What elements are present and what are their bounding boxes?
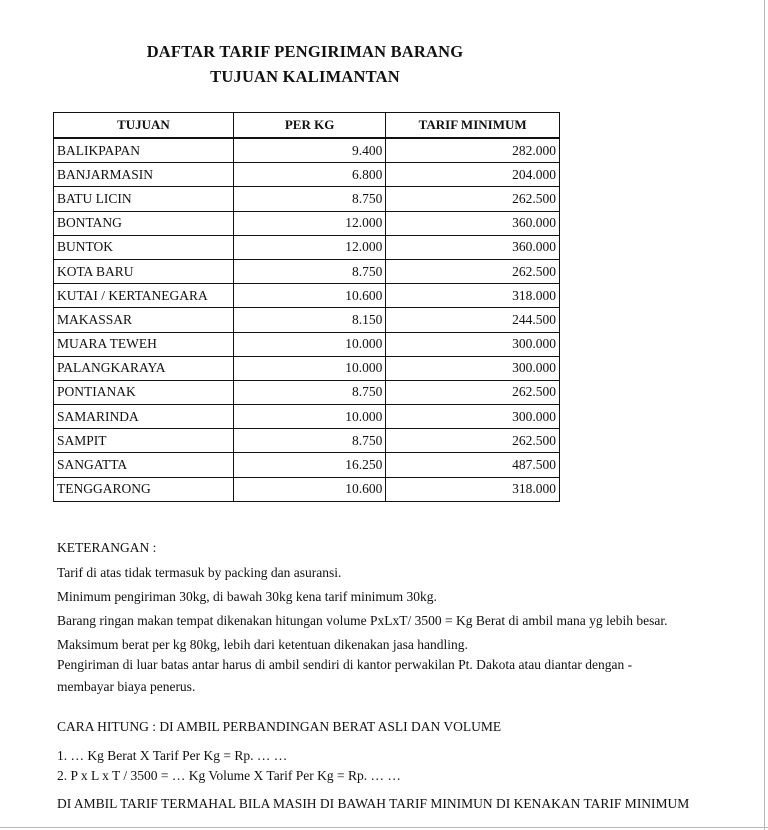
per-kg-cell: 8.750 <box>233 187 385 211</box>
table-row <box>54 356 560 380</box>
minimum-rate-cell: 300.000 <box>386 356 560 380</box>
destination-cell: MAKASSAR <box>54 308 234 332</box>
page-title: DAFTAR TARIF PENGIRIMAN BARANG <box>146 42 464 61</box>
table-row <box>54 235 560 259</box>
table-row <box>54 187 560 211</box>
notes-heading: KETERANGAN : <box>57 540 157 555</box>
destination-cell: KOTA BARU <box>54 259 234 283</box>
table-row <box>54 332 560 356</box>
destination-cell: BUNTOK <box>54 235 234 259</box>
table-row <box>54 405 560 429</box>
note-line: membayar biaya penerus. <box>57 679 196 694</box>
minimum-rate-cell: 318.000 <box>386 284 560 308</box>
per-kg-cell: 8.150 <box>233 308 385 332</box>
column-header-destination: TUJUAN <box>54 113 234 139</box>
calculation-step: 1. … Kg Berat X Tarif Per Kg = Rp. … … <box>57 748 288 763</box>
per-kg-cell: 8.750 <box>233 429 385 453</box>
destination-cell: SANGATTA <box>54 453 234 477</box>
per-kg-cell: 10.600 <box>233 477 385 501</box>
per-kg-cell: 16.250 <box>233 453 385 477</box>
minimum-rate-cell: 487.500 <box>386 453 560 477</box>
destination-cell: BALIKPAPAN <box>54 138 234 163</box>
per-kg-cell: 10.600 <box>233 284 385 308</box>
per-kg-cell: 10.000 <box>233 332 385 356</box>
destination-cell: BANJARMASIN <box>54 163 234 187</box>
calculation-footer: DI AMBIL TARIF TERMAHAL BILA MASIH DI BAWAH TARIF MINIMUN DI KENAKAN TARIF MINIMUM <box>57 796 690 811</box>
table-row <box>54 477 560 501</box>
minimum-rate-cell: 204.000 <box>386 163 560 187</box>
minimum-rate-cell: 262.500 <box>386 429 560 453</box>
minimum-rate-cell: 262.500 <box>386 259 560 283</box>
table-header-row <box>54 113 560 139</box>
per-kg-cell: 6.800 <box>233 163 385 187</box>
table-row <box>54 284 560 308</box>
note-line: Tarif di atas tidak termasuk by packing dan asuransi. <box>57 565 342 580</box>
minimum-rate-cell: 300.000 <box>386 332 560 356</box>
destination-cell: KUTAI / KERTANEGARA <box>54 284 234 308</box>
destination-cell: TENGGARONG <box>54 477 234 501</box>
destination-cell: SAMARINDA <box>54 405 234 429</box>
calculation-step: 2. P x L x T / 3500 = … Kg Volume X Tarif Per Kg = Rp. … … <box>57 768 401 783</box>
per-kg-cell: 12.000 <box>233 235 385 259</box>
minimum-rate-cell: 244.500 <box>386 308 560 332</box>
table-row <box>54 211 560 235</box>
destination-cell: BATU LICIN <box>54 187 234 211</box>
page-subtitle: TUJUAN KALIMANTAN <box>210 67 400 86</box>
minimum-rate-cell: 262.500 <box>386 187 560 211</box>
table-row <box>54 259 560 283</box>
minimum-rate-cell: 300.000 <box>386 405 560 429</box>
per-kg-cell: 8.750 <box>233 259 385 283</box>
minimum-rate-cell: 360.000 <box>386 235 560 259</box>
per-kg-cell: 9.400 <box>233 138 385 163</box>
per-kg-cell: 12.000 <box>233 211 385 235</box>
destination-cell: PONTIANAK <box>54 380 234 404</box>
destination-cell: MUARA TEWEH <box>54 332 234 356</box>
column-header-per-kg: PER KG <box>233 113 385 139</box>
destination-cell: PALANGKARAYA <box>54 356 234 380</box>
table-row <box>54 380 560 404</box>
minimum-rate-cell: 318.000 <box>386 477 560 501</box>
note-line: Pengiriman di luar batas antar harus di ambil sendiri di kantor perwakilan Pt. Dakota atau diantar dengan - <box>57 657 633 672</box>
note-line: Maksimum berat per kg 80kg, lebih dari ketentuan dikenakan jasa handling. <box>57 637 468 652</box>
destination-cell: SAMPIT <box>54 429 234 453</box>
per-kg-cell: 10.000 <box>233 356 385 380</box>
minimum-rate-cell: 282.000 <box>386 138 560 163</box>
table-row <box>54 429 560 453</box>
table-row <box>54 163 560 187</box>
note-line: Minimum pengiriman 30kg, di bawah 30kg kena tarif minimum 30kg. <box>57 589 437 604</box>
column-header-minimum-rate: TARIF MINIMUM <box>386 113 560 139</box>
note-line: Barang ringan makan tempat dikenakan hitungan volume PxLxT/ 3500 = Kg Berat di ambil mana yg lebih besar. <box>57 613 668 628</box>
page-border-bottom <box>0 827 768 828</box>
tariff-table <box>53 112 560 502</box>
destination-cell: BONTANG <box>54 211 234 235</box>
page-border-right <box>764 0 765 830</box>
table-row <box>54 308 560 332</box>
table-row <box>54 138 560 163</box>
table-row <box>54 453 560 477</box>
calculation-heading: CARA HITUNG : DI AMBIL PERBANDINGAN BERAT ASLI DAN VOLUME <box>57 719 502 734</box>
minimum-rate-cell: 360.000 <box>386 211 560 235</box>
minimum-rate-cell: 262.500 <box>386 380 560 404</box>
per-kg-cell: 8.750 <box>233 380 385 404</box>
per-kg-cell: 10.000 <box>233 405 385 429</box>
